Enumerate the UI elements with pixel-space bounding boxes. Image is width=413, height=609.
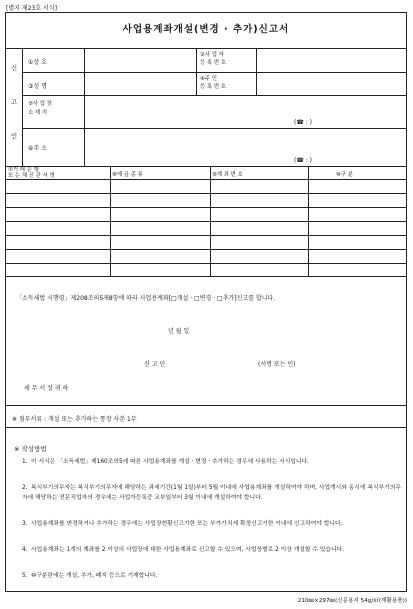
field-label-business-number: ②사 업 자 등 록 번 호 [200, 52, 226, 66]
field-label-resident-number: ④주 민 등 록 번 호 [200, 76, 226, 90]
form-frame [5, 12, 407, 592]
note-item: 1. 이 서식은 「소득세법」제160조의5에 따른 사업용계좌를 개설 · 변경 · 추가하는 경우에 사용하는 서식입니다. [22, 459, 309, 465]
form-number-label: [별지 제23호 서식] [6, 5, 57, 12]
note-item: 2. 복식부기의무자는 복식부기의무자에 해당하는 과세기간(1월 1일)부터 5월 이내에 사업용계좌를 개설하여야 하며, 사업개시와 동시에 복식부기의무자에 해당하는 전문직업자의 경우에는 사업자등록증 교부일부터 3월 이내에 개설하여야 합니다. [22, 485, 401, 501]
side-char: 고 [10, 98, 18, 106]
col-header-bank: ⑦거 래 은 행 또 는 체 신 관 서 명 [8, 167, 55, 179]
col-header-category: ⑩구 분 [336, 172, 353, 178]
note-item: 5. ⑩구분란에는 개설, 추가, 폐지 등으로 기재합니다. [22, 573, 158, 579]
note-item: 3. 사업용계좌를 변경하거나 추가하는 경우에는 사업장현황신고기한 또는 부가가치세 확정신고기한 이내에 신고하여야 합니다. [22, 521, 343, 527]
declaration-statement: 「소득세법 시행령」제208조의5제8항에 따라 사업용계좌[□개설 · □변경 · □추가]신고를 합니다. [16, 295, 276, 302]
date-label: 년 월 일 [168, 328, 190, 335]
signature-label: (서명 또는 인) [258, 361, 296, 368]
field-label-business-address: ⑤사 업 장 소 재 지 [28, 101, 52, 116]
side-char: 인 [10, 132, 18, 140]
phone-field-2: (☎ : ) [294, 157, 312, 164]
notes-title: ※ 작성방법 [14, 445, 47, 453]
paper-size-footer: 210㎜×297㎜(신문용지 54g/㎡(재활용품)) [297, 598, 407, 604]
reporter-label: 신 고 인 [144, 361, 166, 368]
col-header-account-number: ⑨계 좌 번 호 [212, 172, 243, 178]
field-label-address: ⑥주 소 [28, 145, 47, 152]
note-item: 4. 사업용계좌는 1개의 계좌를 2 이상의 사업장에 대한 사업용계좌로 신고할 수 있으며, 사업장별로 2 이상 개설할 수 있습니다. [22, 547, 345, 553]
phone-field-1: (☎ : ) [294, 119, 312, 126]
field-label-company: ①상 호 [28, 59, 47, 66]
side-char: 신 [10, 64, 18, 72]
form-title: 사업용계좌개설(변경 · 추가)신고서 [122, 24, 290, 35]
attachment-note: ※ 첨부서류 : 개설 또는 추가하는 통장 사본 1부 [12, 416, 137, 423]
field-label-name: ③성 명 [28, 83, 47, 90]
col-header-deposit-type: ⑧예 금 종 류 [112, 172, 143, 178]
addressee: 세 무 서 장 귀 하 [24, 385, 69, 392]
